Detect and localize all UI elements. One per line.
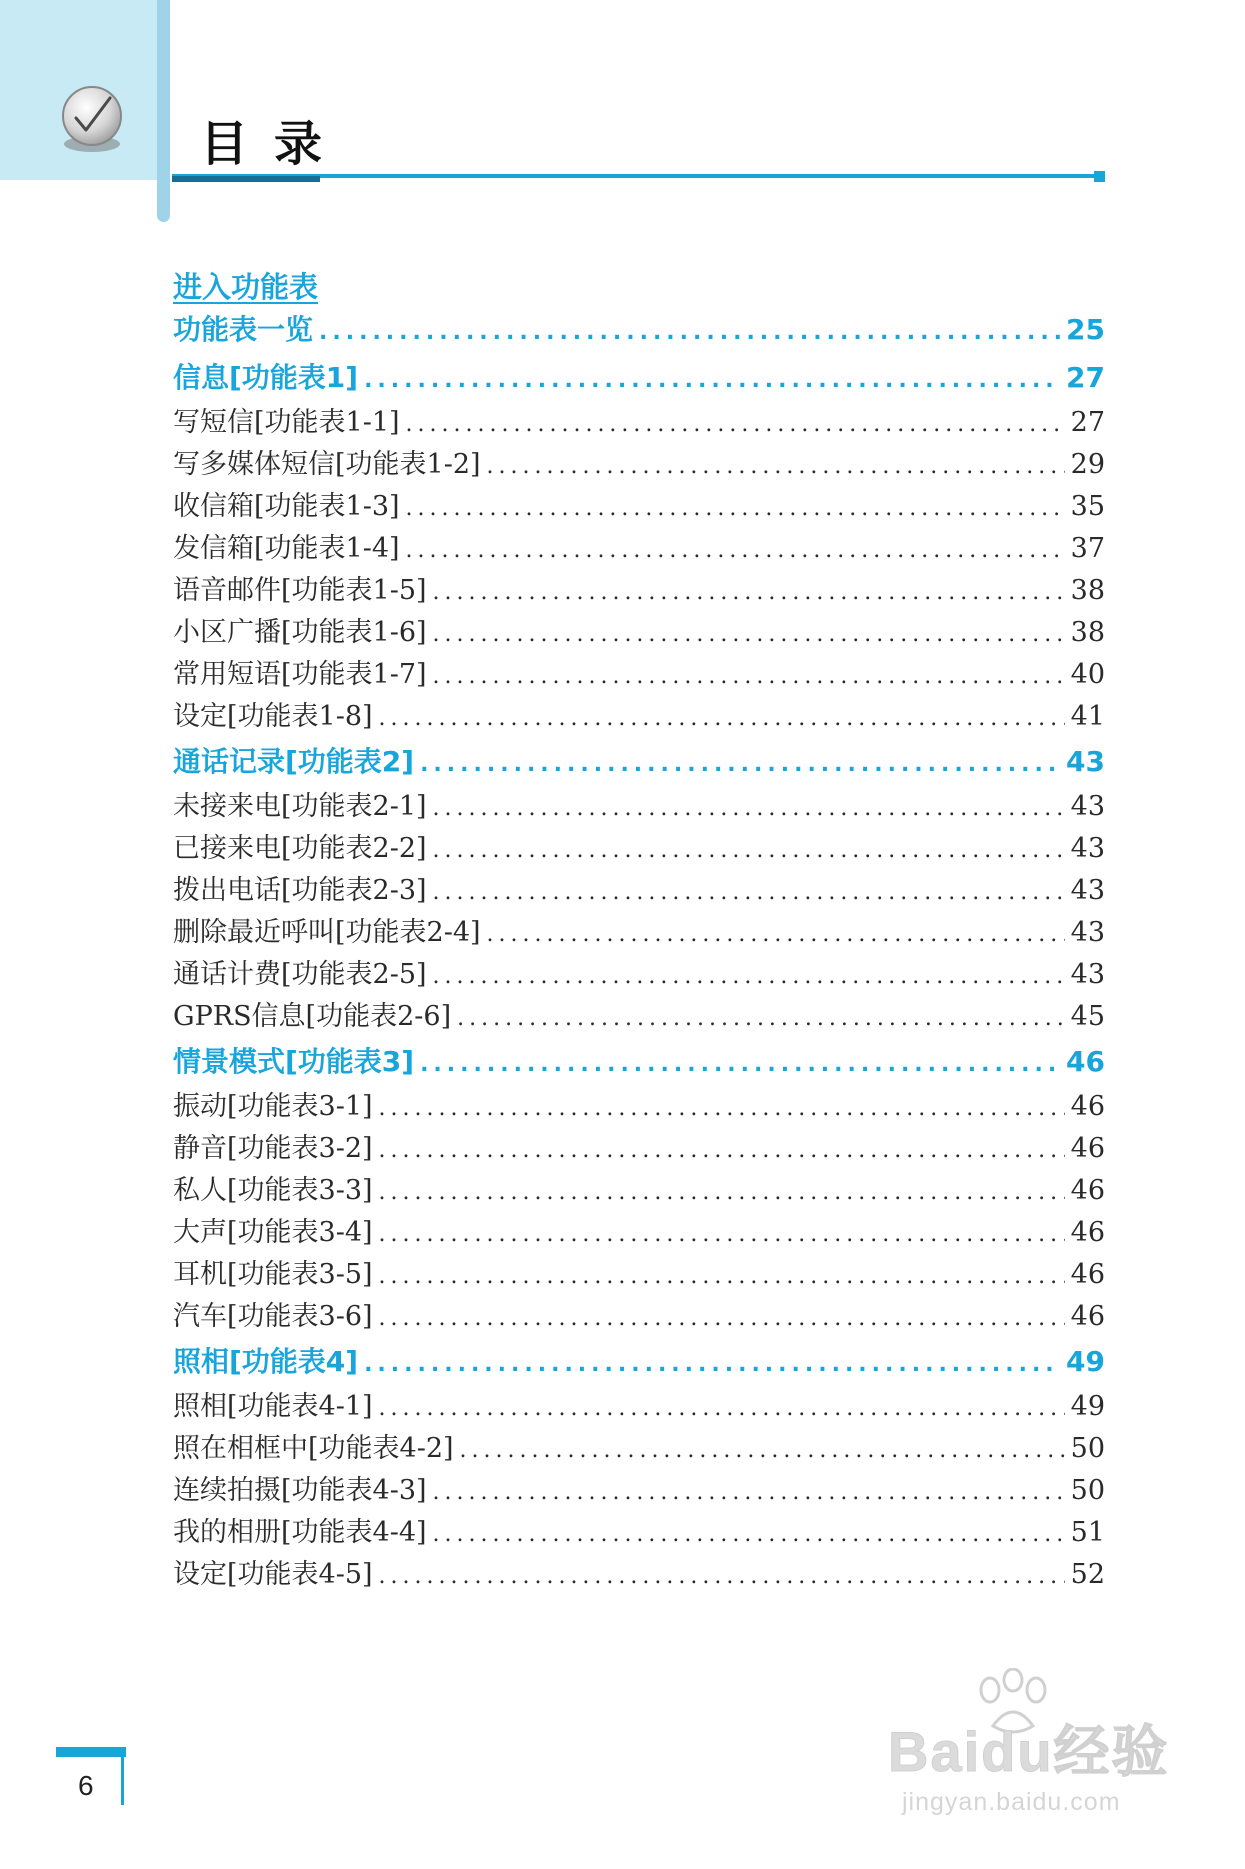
toc-page-number: 37: [1070, 533, 1105, 564]
toc-dot-leader: [379, 1088, 1065, 1130]
watermark-logo: Baidu经验: [888, 1720, 1170, 1783]
toc-entry-label: 发信箱[功能表1-4]: [173, 533, 400, 564]
toc-dot-leader: [433, 656, 1065, 698]
toc-section-row[interactable]: [173, 354, 1105, 402]
toc-entry-row[interactable]: [173, 996, 1105, 1038]
toc-page-number: 45: [1070, 1001, 1105, 1032]
toc-entry-label: 设定[功能表4-5]: [173, 1559, 373, 1590]
toc-dot-leader: [379, 1256, 1065, 1298]
toc-dot-leader: [433, 788, 1065, 830]
toc-entry-row[interactable]: [173, 1512, 1105, 1554]
toc-dot-leader: [379, 1556, 1065, 1598]
footer-divider: [121, 1757, 124, 1805]
toc-entry-row[interactable]: [173, 444, 1105, 486]
corner-accent-bar: [157, 0, 170, 222]
toc-entry-row[interactable]: [173, 486, 1105, 528]
toc-dot-leader: [433, 830, 1065, 872]
checkmark-badge-icon: [52, 84, 136, 156]
toc-entry-label: 未接来电[功能表2-1]: [173, 791, 427, 822]
toc-page-number: 43: [1066, 745, 1105, 778]
toc-entry-label: 信息[功能表1]: [173, 361, 359, 394]
toc-entry-row[interactable]: [173, 1386, 1105, 1428]
toc-page-number: 43: [1070, 875, 1105, 906]
toc-entry-row[interactable]: [173, 654, 1105, 696]
toc-dot-leader: [433, 872, 1065, 914]
toc-page-number: 46: [1070, 1217, 1105, 1248]
toc-entry-label: 功能表一览: [173, 313, 314, 346]
watermark-url: jingyan.baidu.com: [902, 1788, 1121, 1816]
toc-entry-row[interactable]: [173, 570, 1105, 612]
toc-entry-label: 设定[功能表1-8]: [173, 701, 373, 732]
title-underline-accent: [172, 176, 320, 182]
toc-section-row[interactable]: [173, 738, 1105, 786]
toc-dot-leader: [379, 1388, 1065, 1430]
toc-entry-label: 连续拍摄[功能表4-3]: [173, 1475, 427, 1506]
toc-dot-leader: [379, 1298, 1065, 1340]
toc-entry-label: 收信箱[功能表1-3]: [173, 491, 400, 522]
toc-entry-label: 拨出电话[功能表2-3]: [173, 875, 427, 906]
toc-entry-row[interactable]: [173, 1212, 1105, 1254]
toc-page-number: 25: [1066, 313, 1105, 346]
toc-entry-label: GPRS信息[功能表2-6]: [173, 1001, 452, 1032]
toc-dot-leader: [406, 404, 1065, 446]
toc-entry-row[interactable]: [173, 870, 1105, 912]
toc-entry-label: 私人[功能表3-3]: [173, 1175, 373, 1206]
toc-entry-row[interactable]: [173, 612, 1105, 654]
toc-section-row[interactable]: [173, 1338, 1105, 1386]
toc-page-number: 40: [1070, 659, 1105, 690]
toc-dot-leader: [319, 309, 1060, 357]
toc-page-number: 51: [1070, 1517, 1105, 1548]
toc-entry-label: 汽车[功能表3-6]: [173, 1301, 373, 1332]
toc-entry-label: 静音[功能表3-2]: [173, 1133, 373, 1164]
toc-entry-row[interactable]: [173, 912, 1105, 954]
toc-entry-row[interactable]: [173, 1428, 1105, 1470]
toc-entry-row[interactable]: [173, 1086, 1105, 1128]
toc-page-number: 27: [1070, 407, 1105, 438]
toc-page-number: 52: [1070, 1559, 1105, 1590]
toc-dot-leader: [379, 698, 1065, 740]
toc-entry-row[interactable]: [173, 1170, 1105, 1212]
toc-dot-leader: [364, 1341, 1060, 1389]
title-underline-end-square: [1094, 171, 1105, 182]
toc-dot-leader: [379, 1214, 1065, 1256]
toc-page-number: 43: [1070, 959, 1105, 990]
toc-page-number: 50: [1070, 1475, 1105, 1506]
toc-dot-leader: [433, 614, 1065, 656]
toc-page-number: 38: [1070, 617, 1105, 648]
toc-dot-leader: [420, 741, 1060, 789]
toc-dot-leader: [433, 1472, 1065, 1514]
toc-entry-row[interactable]: [173, 402, 1105, 444]
toc-entry-label: 已接来电[功能表2-2]: [173, 833, 427, 864]
toc-dot-leader: [460, 1430, 1065, 1472]
table-of-contents: [173, 268, 1105, 1596]
toc-page-number: 35: [1070, 491, 1105, 522]
toc-page-number: 43: [1070, 833, 1105, 864]
toc-entry-label: 写多媒体短信[功能表1-2]: [173, 449, 481, 480]
toc-dot-leader: [457, 998, 1065, 1040]
toc-entry-row[interactable]: [173, 696, 1105, 738]
toc-dot-leader: [379, 1172, 1065, 1214]
toc-dot-leader: [433, 956, 1065, 998]
toc-entry-label: 情景模式[功能表3]: [173, 1045, 415, 1078]
toc-entry-label: 删除最近呼叫[功能表2-4]: [173, 917, 481, 948]
toc-entry-row[interactable]: [173, 828, 1105, 870]
watermark: [888, 1668, 1178, 1828]
toc-entry-row[interactable]: [173, 1554, 1105, 1596]
toc-dot-leader: [379, 1130, 1065, 1172]
toc-page-number: 27: [1066, 361, 1105, 394]
toc-entry-label: 照相[功能表4]: [173, 1345, 359, 1378]
toc-page-number: 43: [1070, 791, 1105, 822]
toc-entry-row[interactable]: [173, 1470, 1105, 1512]
toc-entry-row[interactable]: [173, 954, 1105, 996]
toc-entry-row[interactable]: [173, 1296, 1105, 1338]
toc-entry-label: 照相[功能表4-1]: [173, 1391, 373, 1422]
toc-entry-label: 照在相框中[功能表4-2]: [173, 1433, 454, 1464]
toc-section-row[interactable]: [173, 1038, 1105, 1086]
toc-page-number: 46: [1066, 1045, 1105, 1078]
toc-dot-leader: [487, 446, 1065, 488]
toc-page-number: 49: [1066, 1345, 1105, 1378]
toc-page-number: 43: [1070, 917, 1105, 948]
toc-entry-label: 小区广播[功能表1-6]: [173, 617, 427, 648]
toc-dot-leader: [406, 488, 1065, 530]
toc-entry-label: 语音邮件[功能表1-5]: [173, 575, 427, 606]
toc-dot-leader: [420, 1041, 1060, 1089]
footer-accent-bar: [56, 1747, 126, 1757]
toc-dot-leader: [406, 530, 1065, 572]
toc-page-number: 38: [1070, 575, 1105, 606]
toc-page-number: 46: [1070, 1175, 1105, 1206]
toc-section-row[interactable]: [173, 306, 1105, 354]
toc-page-number: 49: [1070, 1391, 1105, 1422]
toc-entry-label: 大声[功能表3-4]: [173, 1217, 373, 1248]
toc-page-number: 29: [1070, 449, 1105, 480]
toc-entry-label: 我的相册[功能表4-4]: [173, 1517, 427, 1548]
toc-entry-label: 常用短语[功能表1-7]: [173, 659, 427, 690]
toc-page-number: 46: [1070, 1091, 1105, 1122]
toc-heading: 进入功能表: [173, 270, 319, 304]
toc-entry-label: 耳机[功能表3-5]: [173, 1259, 373, 1290]
toc-entry-row[interactable]: [173, 528, 1105, 570]
toc-entry-row[interactable]: [173, 1128, 1105, 1170]
toc-page-number: 46: [1070, 1133, 1105, 1164]
toc-dot-leader: [487, 914, 1065, 956]
toc-entry-row[interactable]: [173, 1254, 1105, 1296]
toc-entry-label: 写短信[功能表1-1]: [173, 407, 400, 438]
toc-page-number: 46: [1070, 1301, 1105, 1332]
page-title: 目录: [200, 116, 349, 172]
toc-dot-leader: [433, 572, 1065, 614]
toc-dot-leader: [433, 1514, 1065, 1556]
toc-entry-label: 振动[功能表3-1]: [173, 1091, 373, 1122]
toc-entry-row[interactable]: [173, 786, 1105, 828]
toc-page-number: 50: [1070, 1433, 1105, 1464]
toc-entry-label: 通话记录[功能表2]: [173, 745, 415, 778]
page-number: 6: [78, 1770, 94, 1801]
toc-page-number: 46: [1070, 1259, 1105, 1290]
toc-dot-leader: [364, 357, 1060, 405]
toc-entry-label: 通话计费[功能表2-5]: [173, 959, 427, 990]
toc-rows: [173, 306, 1105, 1596]
toc-page-number: 41: [1070, 701, 1105, 732]
